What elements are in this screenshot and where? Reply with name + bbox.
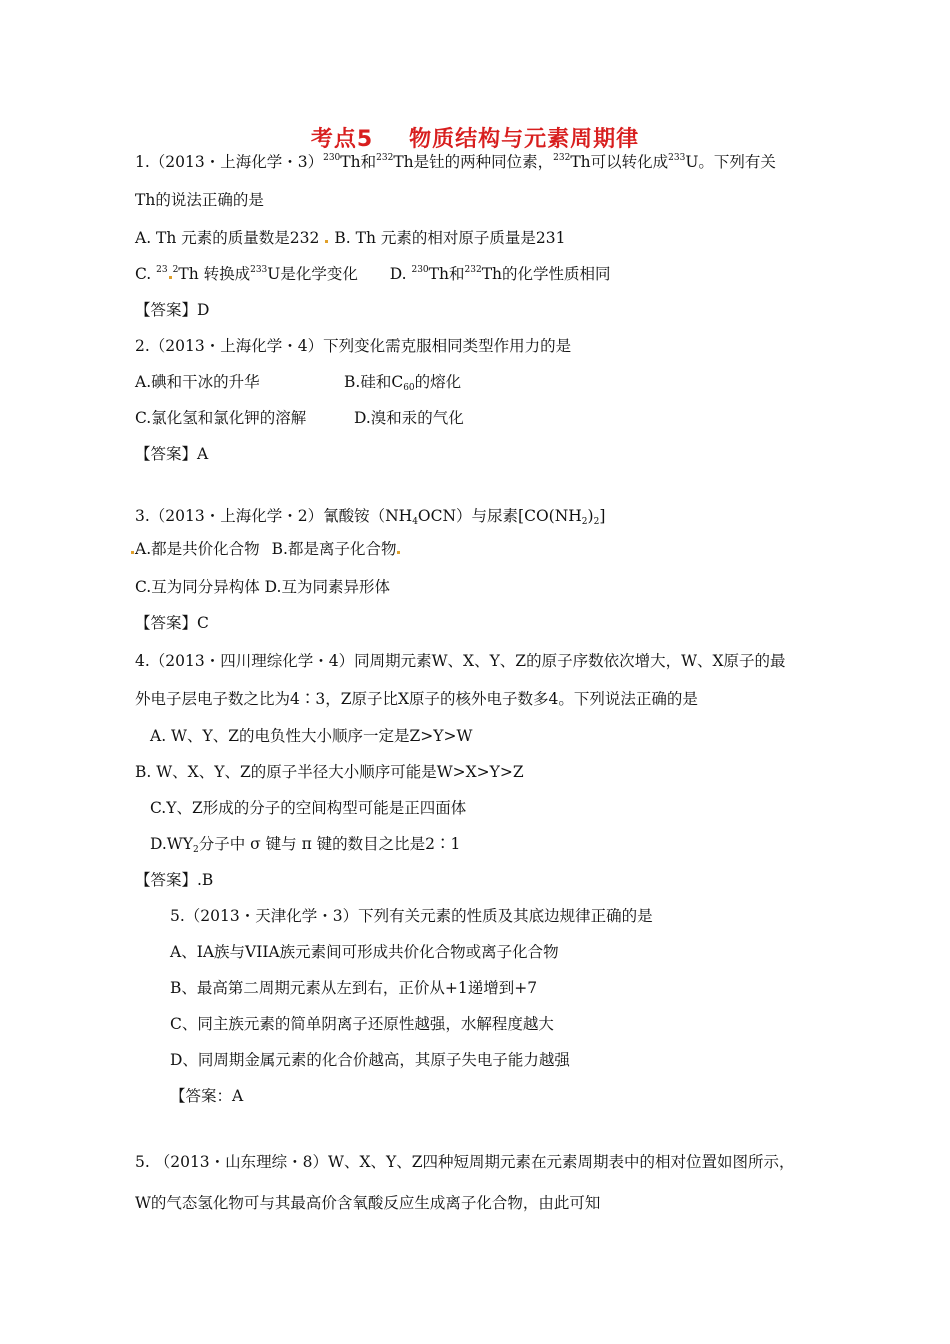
q5a-answer: 【答案：A (170, 1087, 244, 1105)
q5a-option-c: C、同主族元素的简单阴离子还原性越强，水解程度越大 (170, 1015, 554, 1033)
q4-stem-line2: 外电子层电子数之比为4∶3，Z原子比X原子的核外电子数多4。下列说法正确的是 (135, 690, 698, 708)
q1-stem-line2: Th的说法正确的是 (135, 191, 264, 209)
q5a-option-a: A、IA族与VIIA族元素间可形成共价化合物或离子化合物 (170, 943, 559, 961)
q4-stem-line1: 4.（2013・四川理综化学・4）同周期元素W、X、Y、Z的原子序数依次增大，W、X原子的最 (135, 652, 786, 670)
q2-option-b: B.硅和$C_{60}$的熔化 (344, 373, 462, 393)
q2-answer: 【答案】A (135, 445, 209, 463)
q2-option-c: C.氯化氢和氯化钾的溶解 (135, 409, 307, 427)
q3-option-b: B.都是离子化合物 (271, 540, 397, 558)
q1-stem: 1.（2013・上海化学・3）$^{230}$Th和$^{232}$Th是钍的两种同位素，$^{232}$Th可以转化成$^{233}$U。下列有关 (135, 153, 776, 171)
q2-stem: 2.（2013・上海化学・4）下列变化需克服相同类型作用力的是 (135, 337, 572, 355)
q1-option-b: B. Th 元素的相对原子质量是231 (334, 229, 566, 247)
q4-option-a: A. W、Y、Z的电负性大小顺序一定是Z>Y>W (150, 727, 473, 745)
q5a-option-b: B、最高第二周期元素从左到右，正价从+1递增到+7 (170, 979, 538, 997)
q3-answer: 【答案】C (135, 614, 209, 632)
q2-option-a: A.碘和干冰的升华 (135, 373, 260, 391)
q1-option-a: A. Th 元素的质量数是232 (135, 229, 320, 247)
q4-option-c: C.Y、Z形成的分子的空间构型可能是正四面体 (150, 799, 467, 817)
q5b-stem-line1: 5. （2013・山东理综・8）W、X、Y、Z四种短周期元素在元素周期表中的相对位置如图所示， (135, 1153, 795, 1171)
title-main: 物质结构与元素周期律 (409, 127, 640, 152)
q1-options-cd (135, 264, 611, 284)
q3-options-ab (131, 539, 400, 559)
q3-option-a: A.都是共价化合物 (135, 540, 260, 558)
q1-option-c: C. $^{23}$ $^2$Th 转换成$^{233}$U是化学变化 (135, 265, 358, 283)
q5b-stem-line2: W的气态氢化物可与其最高价含氧酸反应生成离子化合物，由此可知 (135, 1194, 601, 1212)
q3-options-cd: C.互为同分异构体 D.互为同素异形体 (135, 578, 390, 596)
q4-answer: 【答案】.B (135, 871, 214, 889)
q1-answer: 【答案】D (135, 301, 210, 319)
title-prefix: 考点5 (310, 127, 374, 152)
q4-option-b: B. W、X、Y、Z的原子半径大小顺序可能是W>X>Y>Z (135, 763, 524, 781)
q5a-option-d: D、同周期金属元素的化合价越高，其原子失电子能力越强 (170, 1051, 570, 1069)
q5a-stem: 5.（2013・天津化学・3）下列有关元素的性质及其底边规律正确的是 (170, 907, 653, 925)
q1-option-d: D. $^{230}$Th和$^{232}$Th的化学性质相同 (389, 265, 611, 283)
q2-option-d: D.溴和汞的气化 (354, 409, 464, 427)
q1-options-ab (135, 228, 565, 248)
q3-stem: 3.（2013・上海化学・2）氰酸铵$(NH_4OCN)$与尿素$[CO(NH_2)_2]$ (135, 507, 606, 527)
page-title (0, 122, 950, 153)
q4-option-d: $D.WY_2$分子中 σ 键与 π 键的数目之比是2∶1 (150, 835, 461, 855)
